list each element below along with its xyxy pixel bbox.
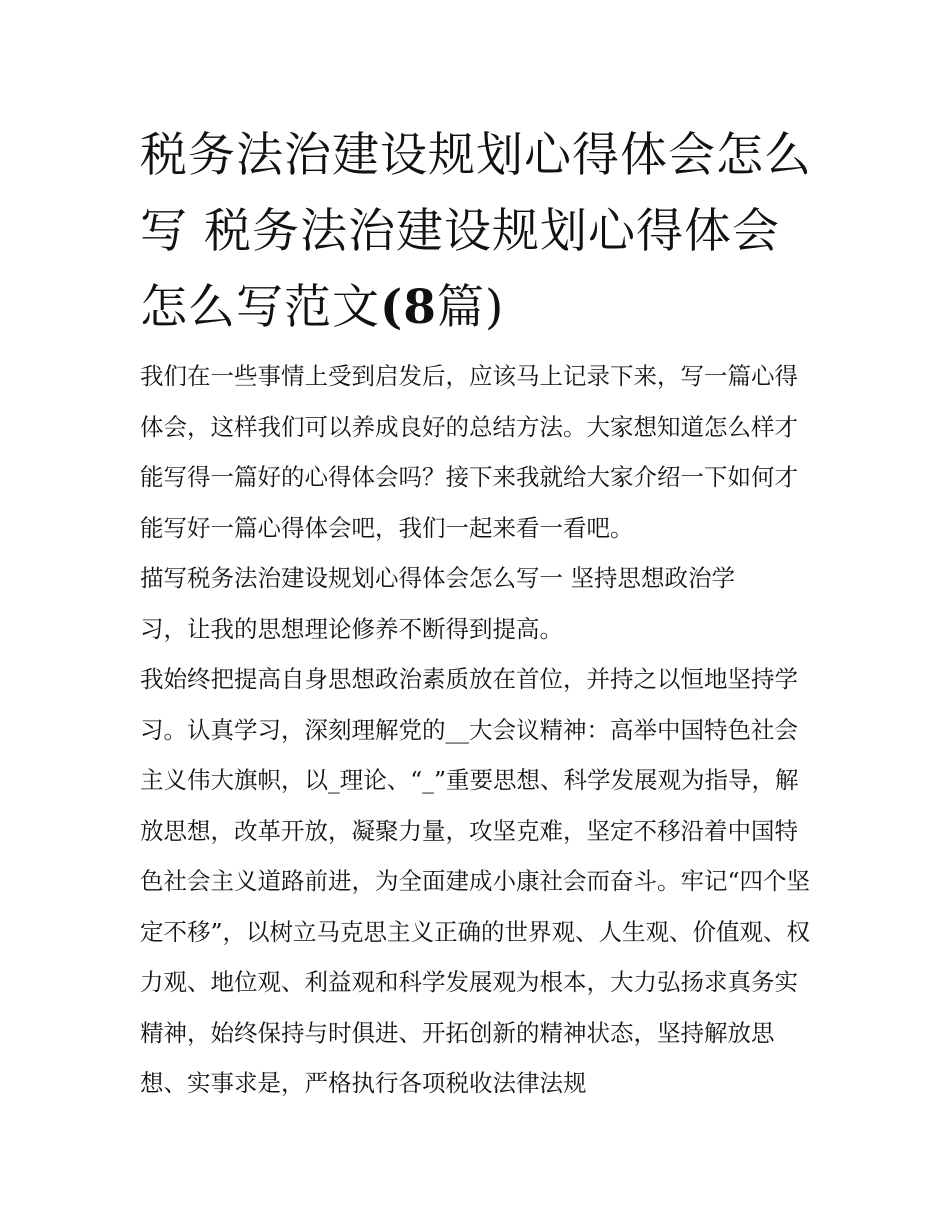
document-title: 税务法治建设规划心得体会怎么写 税务法治建设规划心得体会怎么写范文(8篇)	[140, 128, 812, 335]
title-count: (8	[380, 280, 437, 335]
document-page	[140, 118, 812, 1109]
section-heading-paragraph: 描写税务法治建设规划心得体会怎么写一 坚持思想政治学习，让我的思想理论修养不断得到提高。	[140, 564, 735, 643]
intro-paragraph: 我们在一些事情上受到启发后，应该马上记录下来，写一篇心得体会，这样我们可以养成良好的总结方法。大家想知道怎么样才能写得一篇好的心得体会吗？接下来我就给大家介绍一下如何才能写好一篇心得体会吧，我们一起来看一看吧。	[140, 362, 798, 542]
body-paragraph: 我始终把提高自身思想政治素质放在首位，并持之以恒地坚持学习。认真学习，深刻理解党的__大会议精神：高举中国特色社会主义伟大旗帜，以_理论、“_”重要思想、科学发展观为指导，解放思想，改革开放，凝聚力量，攻坚克难，坚定不移沿着中国特色社会主义道路前进，为全面建成小康社会而奋斗。牢记“四个坚定不移”，以树立马克思主义正确的世界观、人生观、价值观、权力观、地位观、利益观和科学发展观为根本，大力弘扬求真务实精神，始终保持与时俱进、开拓创新的精神状态，坚持解放思想、实事求是，严格执行各项税收法律法规	[140, 665, 811, 1097]
